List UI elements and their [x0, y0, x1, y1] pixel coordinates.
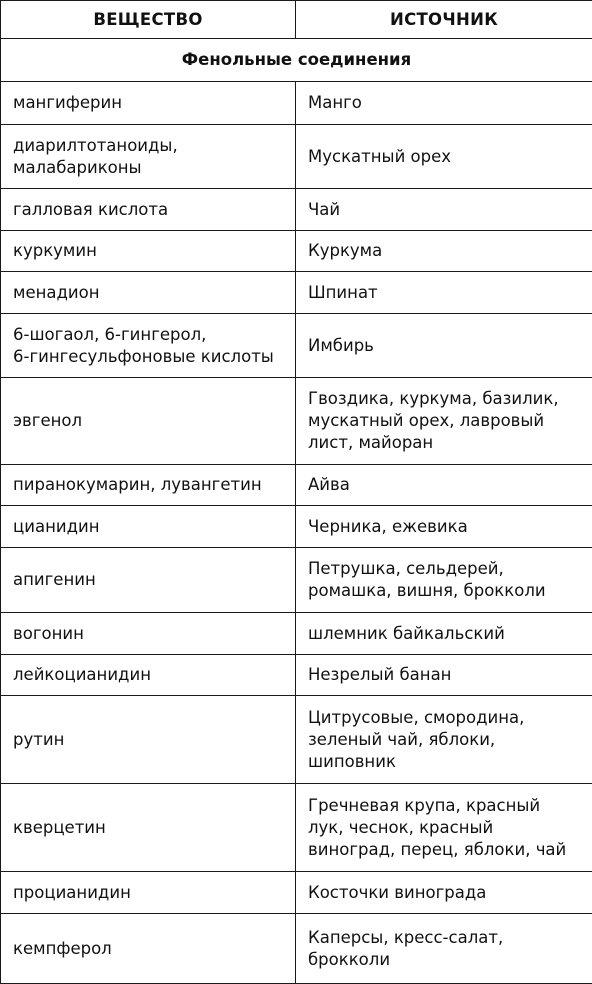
substance-cell: кверцетин	[1, 784, 296, 872]
substance-cell: куркумин	[1, 231, 296, 272]
substance-cell: пиранокумарин, лувангетин	[1, 465, 296, 506]
source-cell: Куркума	[296, 231, 592, 272]
table-row	[1, 548, 592, 613]
substance-cell: цианидин	[1, 506, 296, 548]
table-row	[1, 189, 592, 231]
section-row	[1, 39, 592, 82]
source-cell: Шпинат	[296, 272, 592, 314]
source-cell: Гречневая крупа, красный лук, чеснок, красный виноград, перец, яблоки, чай	[296, 784, 592, 872]
table-row	[1, 231, 592, 272]
table-row	[1, 125, 592, 189]
table-row	[1, 314, 592, 378]
table-row	[1, 872, 592, 914]
table-row	[1, 506, 592, 548]
substance-cell: галловая кислота	[1, 189, 296, 231]
table-row	[1, 655, 592, 696]
substance-cell: рутин	[1, 696, 296, 784]
substance-cell: диарилтотаноиды, малабариконы	[1, 125, 296, 189]
substance-cell: процианидин	[1, 872, 296, 914]
table-row	[1, 613, 592, 655]
substance-cell: кемпферол	[1, 914, 296, 984]
source-cell: Гвоздика, куркума, базилик, мускатный орех, лавровый лист, майоран	[296, 378, 592, 465]
table-row	[1, 82, 592, 125]
source-cell: Мускатный орех	[296, 125, 592, 189]
source-cell: Косточки винограда	[296, 872, 592, 914]
table-row	[1, 784, 592, 872]
source-cell: Чай	[296, 189, 592, 231]
substance-cell: эвгенол	[1, 378, 296, 465]
table-row	[1, 465, 592, 506]
header-row	[1, 1, 592, 39]
source-cell: Петрушка, сельдерей, ромашка, вишня, брокколи	[296, 548, 592, 613]
section-title: Фенольные соединения	[1, 39, 592, 82]
table-row	[1, 914, 592, 984]
source-cell: Черника, ежевика	[296, 506, 592, 548]
table-row	[1, 378, 592, 465]
source-cell: Манго	[296, 82, 592, 125]
source-cell: Цитрусовые, смородина, зеленый чай, яблоки, шиповник	[296, 696, 592, 784]
source-cell: Айва	[296, 465, 592, 506]
table-row	[1, 696, 592, 784]
substance-cell: лейкоцианидин	[1, 655, 296, 696]
source-cell: шлемник байкальский	[296, 613, 592, 655]
substance-cell: менадион	[1, 272, 296, 314]
source-cell: Каперсы, кресс-салат, брокколи	[296, 914, 592, 984]
substance-cell: 6-шогаол, 6-гингерол, 6-гингесульфоновые кислоты	[1, 314, 296, 378]
source-cell: Имбирь	[296, 314, 592, 378]
source-cell: Незрелый банан	[296, 655, 592, 696]
substance-cell: апигенин	[1, 548, 296, 613]
header-source: ИСТОЧНИК	[296, 1, 592, 39]
substance-cell: мангиферин	[1, 82, 296, 125]
header-substance: ВЕЩЕСТВО	[1, 1, 296, 39]
substance-cell: вогонин	[1, 613, 296, 655]
table-row	[1, 272, 592, 314]
